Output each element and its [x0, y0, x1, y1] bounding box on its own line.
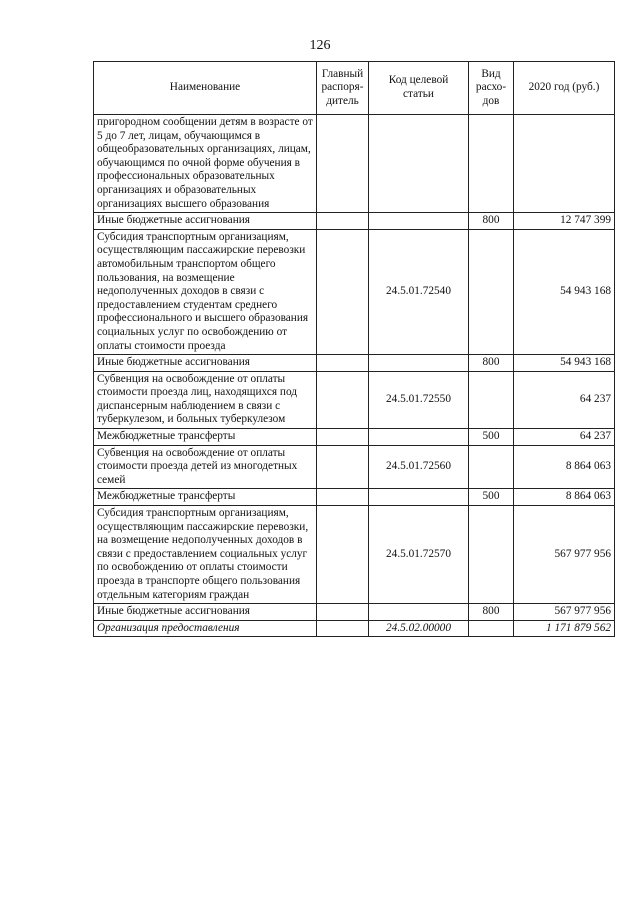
header-amount: 2020 год (руб.) — [514, 62, 615, 115]
cell-name: Межбюджетные трансферты — [94, 429, 317, 446]
cell-name: Иные бюджетные ассигнования — [94, 604, 317, 621]
cell-type — [469, 115, 514, 213]
cell-code — [369, 115, 469, 213]
header-type: Вид расхо- дов — [469, 62, 514, 115]
table-row — [94, 115, 615, 213]
cell-admin — [317, 371, 369, 428]
cell-code — [369, 355, 469, 372]
table-row — [94, 371, 615, 428]
cell-code — [369, 429, 469, 446]
table-row — [94, 506, 615, 604]
cell-code — [369, 213, 469, 230]
cell-code: 24.5.01.72550 — [369, 371, 469, 428]
cell-name: Организация предоставления — [94, 620, 317, 637]
cell-amount: 567 977 956 — [514, 506, 615, 604]
cell-amount: 8 864 063 — [514, 489, 615, 506]
cell-admin — [317, 604, 369, 621]
cell-name: Субсидия транспортным организациям, осуществляющим пассажирские перевозки автомобильным транспортом общего пользования, на возмещение недополученных доходов в связи с предоставлением студентам среднего профессионального и высшего образования социальных услуг по освобождению от оплаты стоимости проезда — [94, 229, 317, 354]
cell-type — [469, 620, 514, 637]
cell-code: 24.5.01.72560 — [369, 445, 469, 489]
cell-name: Иные бюджетные ассигнования — [94, 355, 317, 372]
cell-admin — [317, 620, 369, 637]
cell-name: Субсидия транспортным организациям, осуществляющим пассажирские перевозки, на возмещение недополученных доходов в связи с предоставлением социальных услуг по освобождению от оплаты стоимости проезда в транспорте общего пользования отдельным категориям граждан — [94, 506, 317, 604]
cell-type: 800 — [469, 355, 514, 372]
cell-amount — [514, 115, 615, 213]
cell-name: Иные бюджетные ассигнования — [94, 213, 317, 230]
cell-type: 800 — [469, 213, 514, 230]
table-row — [94, 620, 615, 637]
cell-admin — [317, 115, 369, 213]
cell-type — [469, 371, 514, 428]
cell-type — [469, 229, 514, 354]
cell-name: Субвенция на освобождение от оплаты стоимости проезда детей из многодетных семей — [94, 445, 317, 489]
cell-type: 500 — [469, 489, 514, 506]
table-row — [94, 213, 615, 230]
cell-amount: 1 171 879 562 — [514, 620, 615, 637]
cell-amount: 54 943 168 — [514, 229, 615, 354]
cell-code: 24.5.01.72540 — [369, 229, 469, 354]
cell-type — [469, 445, 514, 489]
header-name: Наименование — [94, 62, 317, 115]
cell-admin — [317, 445, 369, 489]
cell-name: Субвенция на освобождение от оплаты стоимости проезда лиц, находящихся под диспансерным наблюдением в связи с туберкулезом, и больных туберкулезом — [94, 371, 317, 428]
cell-amount: 567 977 956 — [514, 604, 615, 621]
cell-code — [369, 604, 469, 621]
cell-admin — [317, 213, 369, 230]
table-row — [94, 429, 615, 446]
table-body — [94, 115, 615, 637]
cell-type: 500 — [469, 429, 514, 446]
cell-type — [469, 506, 514, 604]
cell-code: 24.5.01.72570 — [369, 506, 469, 604]
cell-admin — [317, 506, 369, 604]
cell-admin — [317, 429, 369, 446]
cell-admin — [317, 355, 369, 372]
cell-code: 24.5.02.00000 — [369, 620, 469, 637]
cell-name: пригородном сообщении детям в возрасте от 5 до 7 лет, лицам, обучающимся в общеобразовательных организациях, лицам, обучающимся по очной форме обучения в профессиональных образовательных организациях и образовательных организациях высшего образования — [94, 115, 317, 213]
table-header-row — [94, 62, 615, 115]
cell-code — [369, 489, 469, 506]
header-code: Код целевой статьи — [369, 62, 469, 115]
cell-amount: 54 943 168 — [514, 355, 615, 372]
page-number: 126 — [309, 38, 331, 53]
table-row — [94, 229, 615, 354]
table-row — [94, 445, 615, 489]
header-admin: Главный распоря- дитель — [317, 62, 369, 115]
cell-type: 800 — [469, 604, 514, 621]
cell-name: Межбюджетные трансферты — [94, 489, 317, 506]
cell-admin — [317, 489, 369, 506]
cell-amount: 64 237 — [514, 371, 615, 428]
cell-admin — [317, 229, 369, 354]
table-row — [94, 355, 615, 372]
cell-amount: 12 747 399 — [514, 213, 615, 230]
budget-table — [93, 61, 615, 637]
cell-amount: 64 237 — [514, 429, 615, 446]
cell-amount: 8 864 063 — [514, 445, 615, 489]
table-row — [94, 489, 615, 506]
table-row — [94, 604, 615, 621]
